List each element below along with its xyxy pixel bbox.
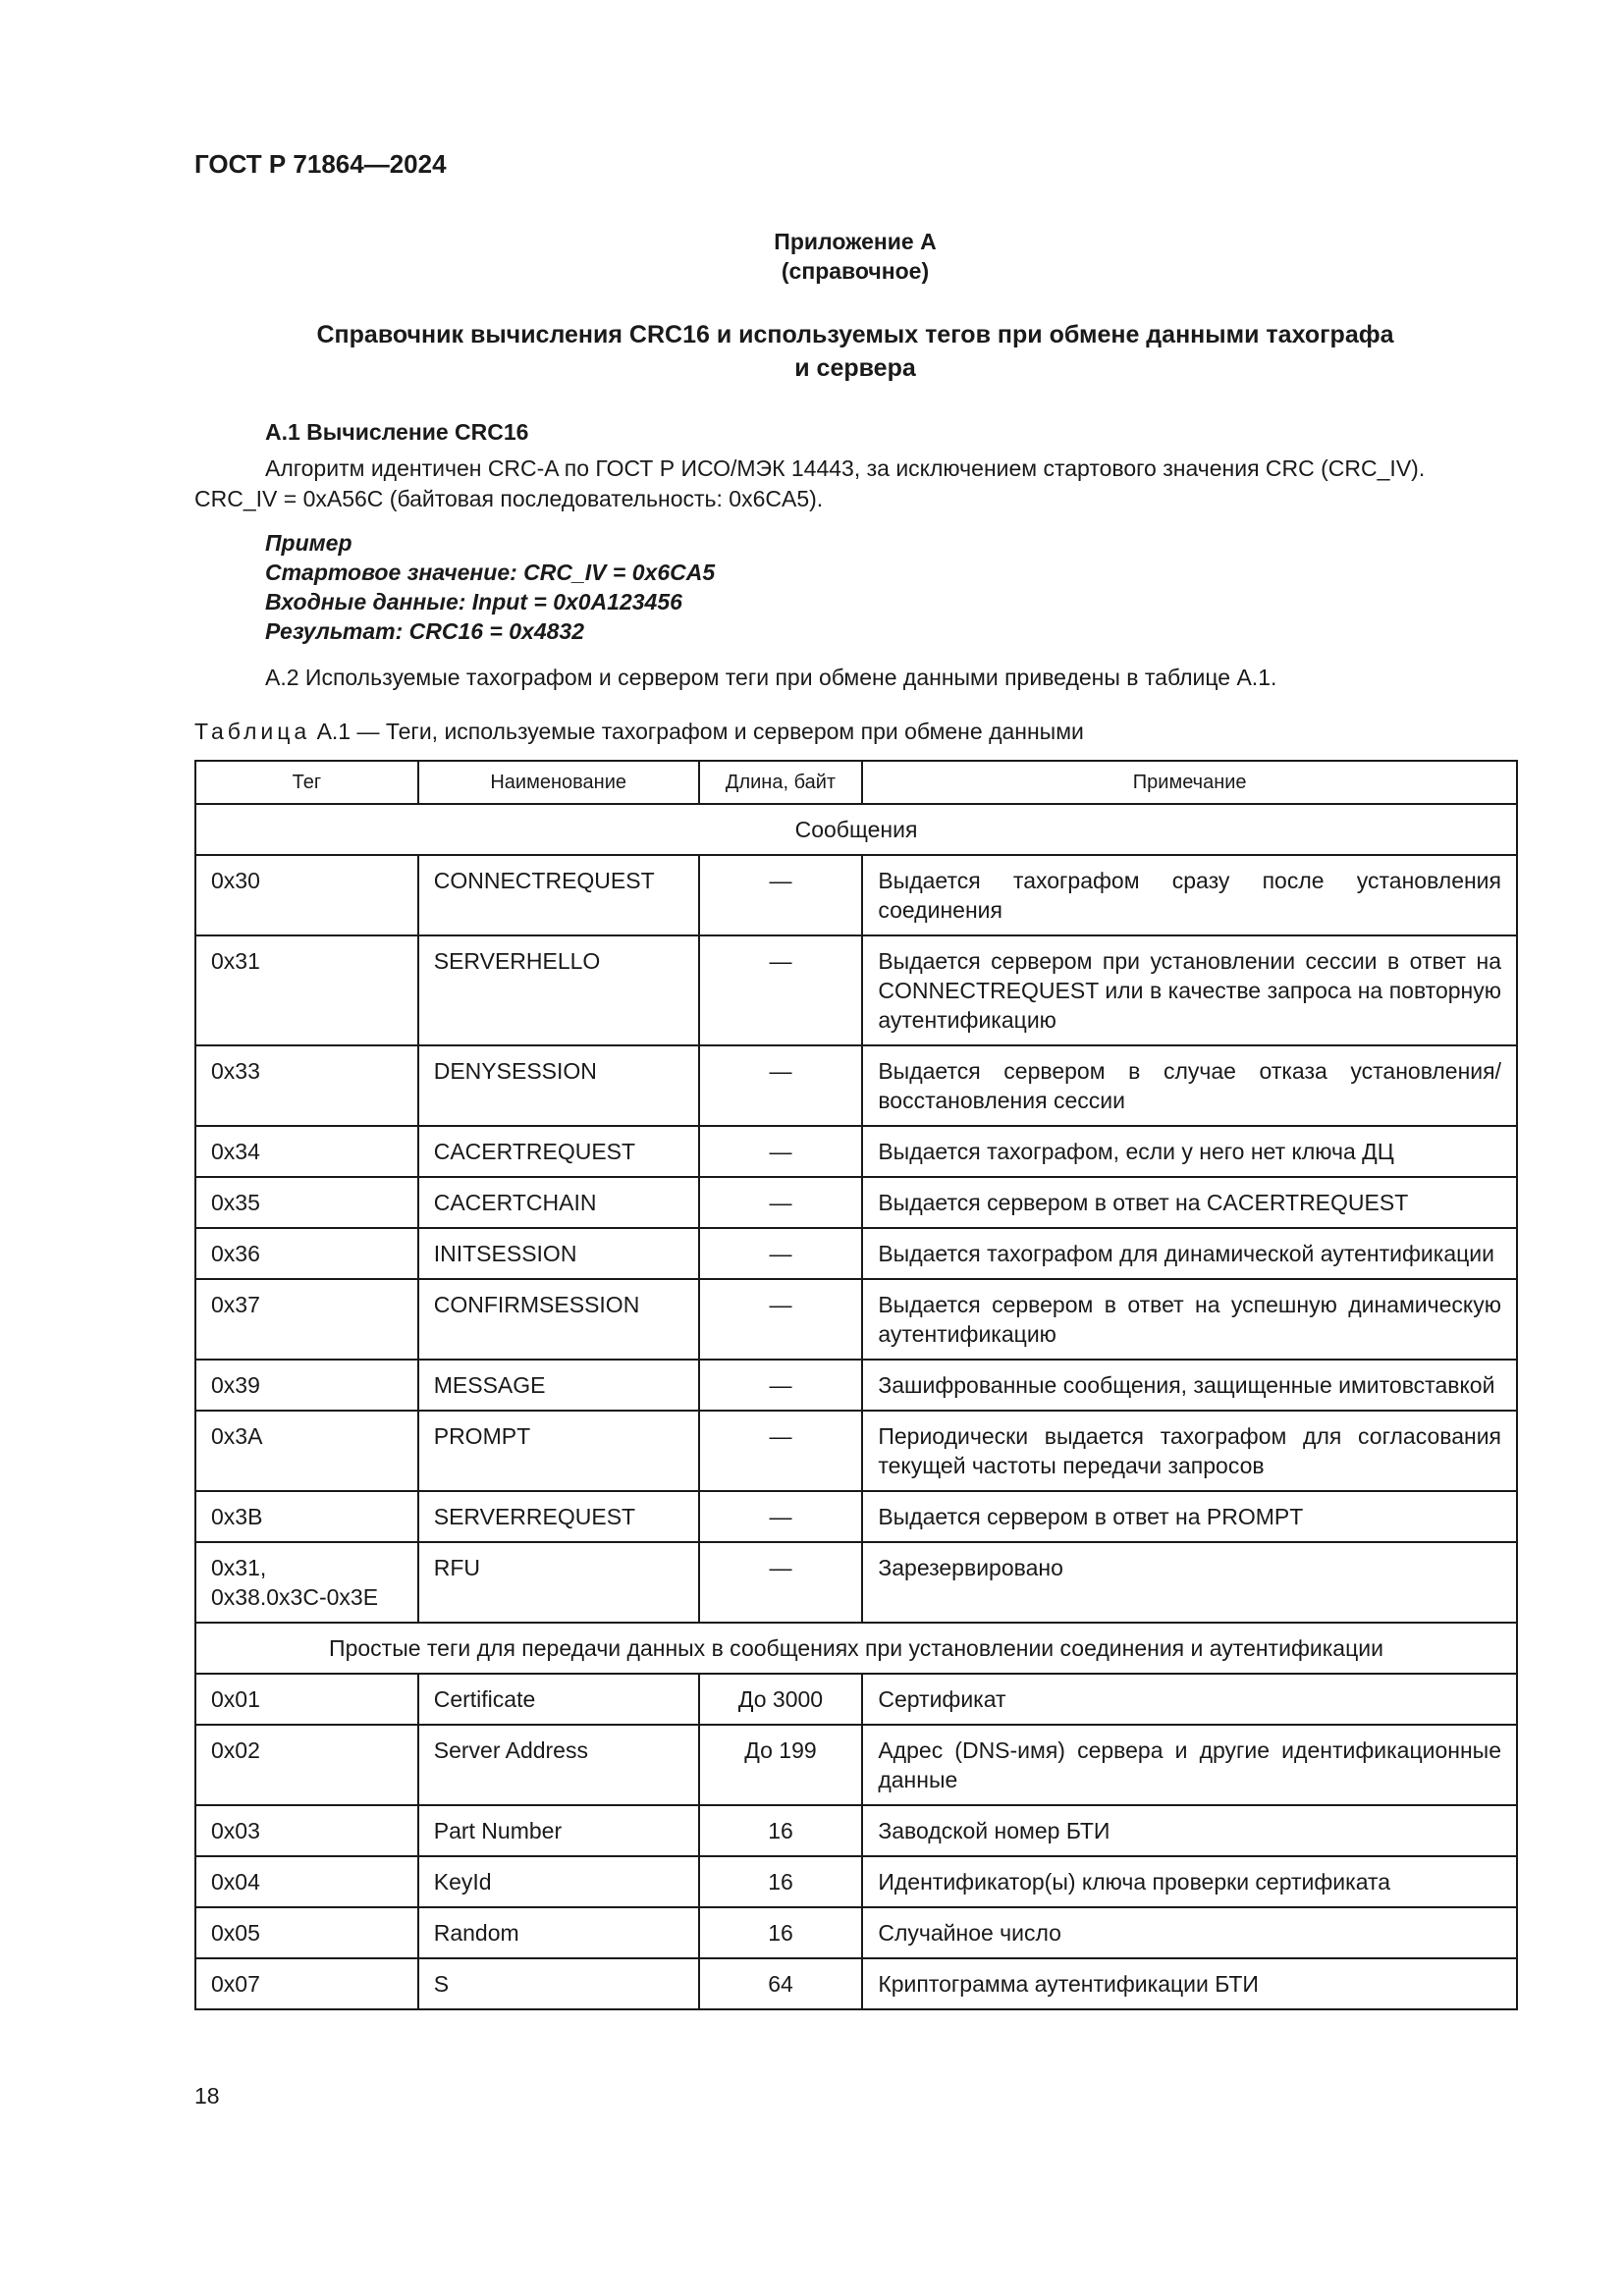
cell-name: SERVERREQUEST	[418, 1491, 699, 1542]
cell-length: До 3000	[699, 1674, 863, 1725]
table-row	[195, 1958, 1517, 2009]
cell-length: —	[699, 1045, 863, 1126]
cell-note: Зарезервировано	[862, 1542, 1517, 1623]
example-start-value: Стартовое значение: CRC_IV = 0x6CA5	[265, 560, 716, 585]
column-header-name: Наименование	[418, 761, 699, 804]
column-header-note: Примечание	[862, 761, 1517, 804]
cell-tag: 0x02	[195, 1725, 418, 1805]
table-caption-text: А.1 — Теги, используемые тахографом и сервером при обмене данными	[310, 719, 1084, 744]
cell-length: —	[699, 1491, 863, 1542]
cell-name: KeyId	[418, 1856, 699, 1907]
cell-length: —	[699, 1279, 863, 1360]
cell-tag: 0x3A	[195, 1411, 418, 1491]
cell-note: Выдается тахографом, если у него нет ключа ДЦ	[862, 1126, 1517, 1177]
cell-tag: 0x31, 0x38.0x3C-0x3E	[195, 1542, 418, 1623]
tags-table	[194, 760, 1518, 2010]
cell-name: CACERTCHAIN	[418, 1177, 699, 1228]
appendix-heading-line2: и сервера	[794, 354, 916, 382]
cell-note: Периодически выдается тахографом для согласования текущей частоты передачи запросов	[862, 1411, 1517, 1491]
cell-name: Server Address	[418, 1725, 699, 1805]
table-row	[195, 855, 1517, 935]
cell-name: Certificate	[418, 1674, 699, 1725]
cell-name: CONFIRMSESSION	[418, 1279, 699, 1360]
table-caption	[194, 717, 1084, 747]
cell-length: —	[699, 1126, 863, 1177]
cell-note: Выдается тахографом для динамической аутентификации	[862, 1228, 1517, 1279]
cell-name: CONNECTREQUEST	[418, 855, 699, 935]
cell-length: —	[699, 1360, 863, 1411]
table-section-title: Простые теги для передачи данных в сообщениях при установлении соединения и аутентификации	[195, 1623, 1517, 1674]
table-row	[195, 935, 1517, 1045]
cell-note: Выдается сервером в ответ на успешную динамическую аутентификацию	[862, 1279, 1517, 1360]
table-body	[195, 804, 1517, 2009]
table-row	[195, 1805, 1517, 1856]
appendix-title: Приложение А	[774, 229, 937, 254]
cell-note: Заводской номер БТИ	[862, 1805, 1517, 1856]
table-row	[195, 1360, 1517, 1411]
cell-note: Адрес (DNS-имя) сервера и другие идентификационные данные	[862, 1725, 1517, 1805]
appendix-kind: (справочное)	[781, 258, 930, 284]
cell-tag: 0x31	[195, 935, 418, 1045]
cell-tag: 0x35	[195, 1177, 418, 1228]
cell-note: Выдается тахографом сразу после установления соединения	[862, 855, 1517, 935]
table-caption-word: Таблица	[194, 719, 311, 744]
cell-note: Криптограмма аутентификации БТИ	[862, 1958, 1517, 2009]
table-row	[195, 1491, 1517, 1542]
section-a2-text: А.2 Используемые тахографом и сервером теги при обмене данными приведены в таблице А.1.	[265, 665, 1277, 690]
cell-tag: 0x37	[195, 1279, 418, 1360]
section-a1-paragraph-line2: CRC_IV = 0xA56C (байтовая последовательность: 0x6CA5).	[194, 486, 824, 511]
document-code: ГОСТ Р 71864—2024	[194, 149, 447, 179]
table-section-row	[195, 804, 1517, 855]
cell-tag: 0x05	[195, 1907, 418, 1958]
cell-length: —	[699, 1228, 863, 1279]
cell-note: Сертификат	[862, 1674, 1517, 1725]
cell-name: S	[418, 1958, 699, 2009]
cell-tag: 0x39	[195, 1360, 418, 1411]
column-header-length: Длина, байт	[699, 761, 863, 804]
cell-name: Random	[418, 1907, 699, 1958]
cell-length: 64	[699, 1958, 863, 2009]
example-input: Входные данные: Input = 0x0A123456	[265, 589, 682, 614]
cell-tag: 0x3B	[195, 1491, 418, 1542]
cell-note: Выдается сервером при установлении сессии в ответ на CONNECTREQUEST или в качестве запроса на повторную аутентификацию	[862, 935, 1517, 1045]
cell-name: MESSAGE	[418, 1360, 699, 1411]
cell-name: RFU	[418, 1542, 699, 1623]
cell-name: DENYSESSION	[418, 1045, 699, 1126]
table-section-title: Сообщения	[195, 804, 1517, 855]
cell-tag: 0x30	[195, 855, 418, 935]
table-row	[195, 1856, 1517, 1907]
cell-tag: 0x04	[195, 1856, 418, 1907]
cell-length: 16	[699, 1907, 863, 1958]
cell-note: Идентификатор(ы) ключа проверки сертификата	[862, 1856, 1517, 1907]
cell-tag: 0x03	[195, 1805, 418, 1856]
page-number: 18	[194, 2083, 220, 2109]
table-header-row	[195, 761, 1517, 804]
table-row	[195, 1126, 1517, 1177]
cell-tag: 0x33	[195, 1045, 418, 1126]
cell-note: Выдается сервером в случае отказа установления/ восстановления сессии	[862, 1045, 1517, 1126]
cell-tag: 0x01	[195, 1674, 418, 1725]
cell-name: PROMPT	[418, 1411, 699, 1491]
table-row	[195, 1542, 1517, 1623]
appendix-heading-line1: Справочник вычисления CRC16 и используемых тегов при обмене данными тахографа	[316, 321, 1394, 348]
cell-length: До 199	[699, 1725, 863, 1805]
table-row	[195, 1725, 1517, 1805]
table-row	[195, 1177, 1517, 1228]
cell-length: —	[699, 1177, 863, 1228]
column-header-tag: Тег	[195, 761, 418, 804]
cell-length: 16	[699, 1805, 863, 1856]
table-row	[195, 1411, 1517, 1491]
cell-length: —	[699, 1542, 863, 1623]
cell-note: Случайное число	[862, 1907, 1517, 1958]
example-result: Результат: CRC16 = 0x4832	[265, 618, 584, 644]
table-row	[195, 1674, 1517, 1725]
cell-note: Выдается сервером в ответ на CACERTREQUEST	[862, 1177, 1517, 1228]
table-row	[195, 1907, 1517, 1958]
table-row	[195, 1279, 1517, 1360]
cell-name: INITSESSION	[418, 1228, 699, 1279]
cell-name: CACERTREQUEST	[418, 1126, 699, 1177]
cell-tag: 0x36	[195, 1228, 418, 1279]
section-a1-title: А.1 Вычисление CRC16	[265, 419, 529, 445]
cell-tag: 0x07	[195, 1958, 418, 2009]
example-label: Пример	[265, 530, 352, 556]
cell-name: SERVERHELLO	[418, 935, 699, 1045]
cell-note: Зашифрованные сообщения, защищенные имитовставкой	[862, 1360, 1517, 1411]
table-row	[195, 1228, 1517, 1279]
table-row	[195, 1045, 1517, 1126]
cell-note: Выдается сервером в ответ на PROMPT	[862, 1491, 1517, 1542]
cell-length: 16	[699, 1856, 863, 1907]
cell-length: —	[699, 855, 863, 935]
table-section-row	[195, 1623, 1517, 1674]
cell-length: —	[699, 1411, 863, 1491]
cell-name: Part Number	[418, 1805, 699, 1856]
cell-length: —	[699, 935, 863, 1045]
cell-tag: 0x34	[195, 1126, 418, 1177]
section-a1-paragraph-line1: Алгоритм идентичен CRC-A по ГОСТ Р ИСО/МЭК 14443, за исключением стартового значения CRC (CRC_IV).	[265, 455, 1426, 481]
